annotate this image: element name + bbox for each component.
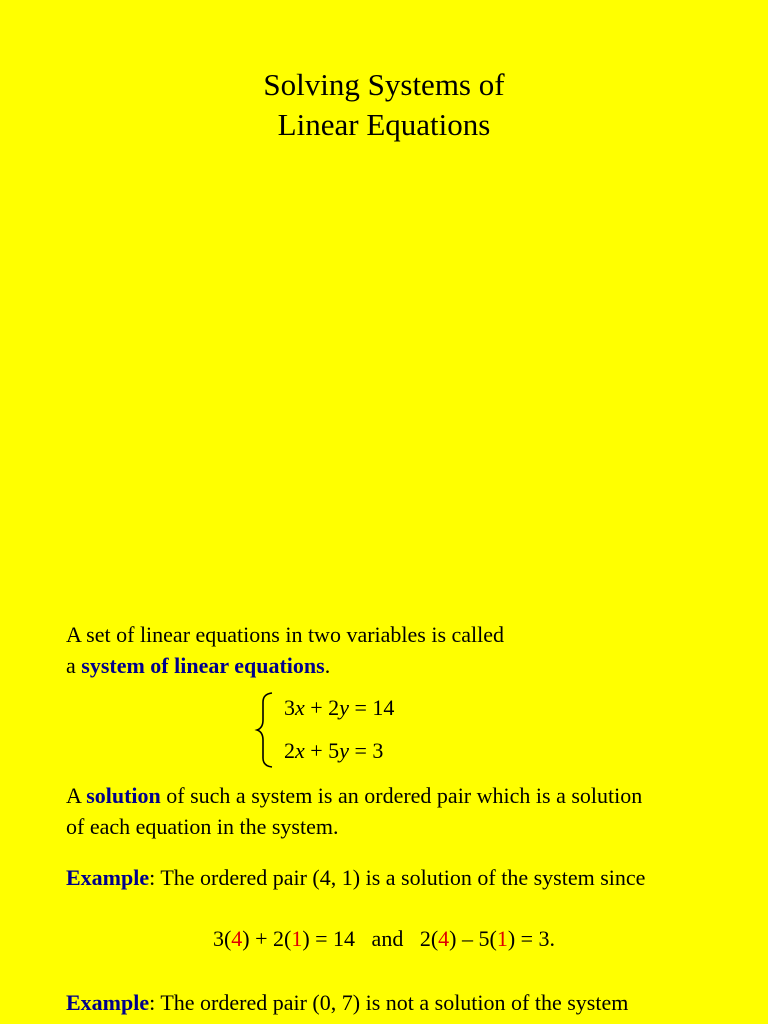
definition-line-1 [66,620,504,650]
term-solution: solution [86,783,161,808]
check-value-y-2: 1 [496,926,508,951]
eq2-coef-y: + 5 [304,738,340,763]
eq2-var-y: y [339,738,349,763]
solution-text: of such a system is an ordered pair which is a solution [160,783,643,808]
example-1-text: : The ordered pair (4, 1) is a solution of the system since [149,865,646,890]
check-value-x: 4 [231,926,243,951]
eq1-var-y: y [339,695,349,720]
definition-text: A set of linear equations in two variables is called [66,622,505,647]
title-line-2: Linear Equations [277,107,491,142]
solution-line-1 [66,781,642,811]
example-2-label: Example [66,990,150,1015]
check-part-5: ) = 3. [507,926,556,951]
slide-title [0,65,768,145]
eq1-rhs: = 14 [348,695,395,720]
left-brace-icon [254,690,278,770]
definition-line-2 [66,651,330,681]
eq1-coef-y: + 2 [304,695,340,720]
check-value-y: 1 [291,926,303,951]
eq1-coef-x: 3 [284,695,295,720]
example-2 [66,988,628,1018]
eq2-coef-x: 2 [284,738,295,763]
solution-line-2 [66,812,338,842]
solution-text-2: of each equation in the system. [66,814,339,839]
check-part-3: ) = 14 and 2( [302,926,439,951]
title-line-1: Solving Systems of [263,67,505,102]
check-value-x-2: 4 [438,926,450,951]
check-part-4: ) – 5( [449,926,497,951]
example-2-text: : The ordered pair (0, 7) is not a solution of the system [149,990,629,1015]
example-1-label: Example [66,865,150,890]
check-part-1: 3( [212,926,232,951]
example-1 [66,863,645,893]
solution-check [0,924,768,954]
definition-prefix: a [66,653,82,678]
eq2-rhs: = 3 [348,738,384,763]
equation-1 [284,693,394,723]
eq1-var-x: x [295,695,305,720]
check-part-2: ) + 2( [242,926,292,951]
equation-system [254,690,474,770]
term-system-of-linear-equations: system of linear equations [81,653,325,678]
equation-2 [284,736,383,766]
definition-suffix: . [324,653,331,678]
solution-prefix: A [66,783,87,808]
eq2-var-x: x [295,738,305,763]
